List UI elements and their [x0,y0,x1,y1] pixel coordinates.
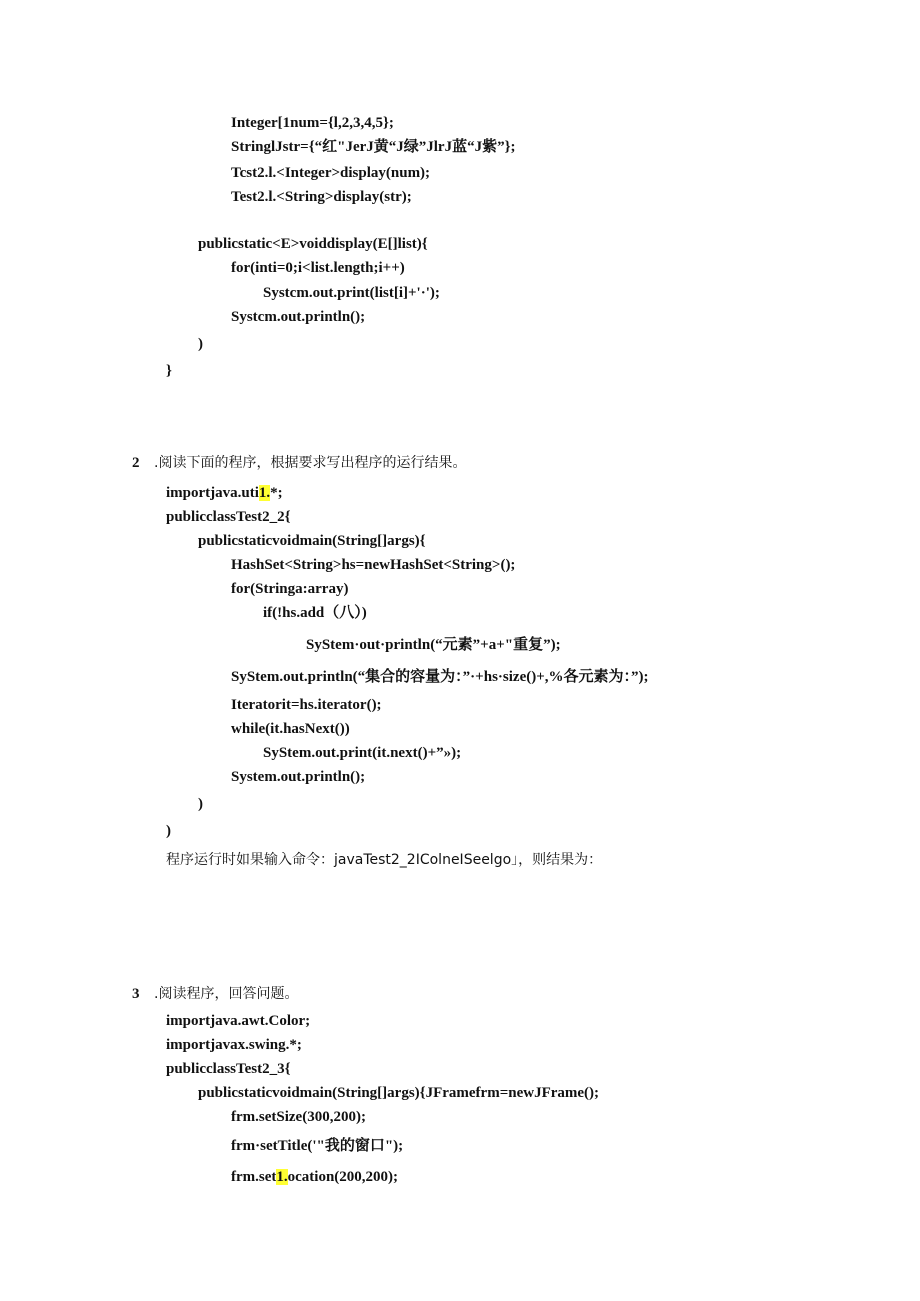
highlight-mark: 1. [276,1169,288,1185]
code-line: if(!hs.add（八）) [263,605,367,621]
code-line: Systcm.out.println(); [231,309,366,325]
code-line: publicstatic<E>voiddisplay(E[]list){ [198,236,428,252]
code-line: Systcm.out.print(list[i]+'·'); [263,285,440,301]
code-text: *; [270,485,283,501]
code-text: ocation(200,200); [287,1169,399,1185]
code-line: Integer[1num={l,2,3,4,5}; [231,115,394,131]
code-line [231,1168,398,1186]
question-prompt: 程序运行时如果输入命令：javaTest2_2IColneISeelgo」，则结果为： [166,852,603,868]
code-line: Test2.l.<String>display(str); [231,189,412,205]
code-line: Tcst2.l.<Integer>display(num); [231,165,431,181]
code-line: while(it.hasNext()) [231,721,350,737]
code-line: frm.setSize(300,200); [231,1109,366,1125]
highlight-mark: 1. [258,485,271,501]
code-line: StringlJstr={“红"JerJ黄“J绿”JlrJ蓝“J紫”}; [231,139,516,155]
code-line: for(inti=0;i<list.length;i++) [231,260,405,276]
code-line: ) [198,796,203,812]
code-text: frm.set [231,1169,277,1185]
question-number: 3 [132,986,140,1002]
code-line: } [166,363,172,379]
code-line: HashSet<String>hs=newHashSet<String>(); [231,557,516,573]
code-line: frm·setTitle('"我的窗口"); [231,1138,404,1154]
code-line: importjava.awt.Color; [166,1013,311,1029]
code-line: ) [198,336,203,352]
code-line: for(Stringa:array) [231,581,349,597]
code-line: Iteratorit=hs.iterator(); [231,697,382,713]
code-line: System.out.println(); [231,769,366,785]
question-heading: .阅读下面的程序，根据要求写出程序的运行结果。 [154,455,467,471]
code-line: publicstaticvoidmain(String[]args){JFramefrm=newJFrame(); [198,1085,600,1101]
question-heading: .阅读程序，回答问题。 [154,986,299,1002]
code-line: SyStem·out·println(“元素”+a+"重复”); [306,637,561,653]
code-line: importjavax.swing.*; [166,1037,302,1053]
code-text: importjava.uti [166,485,259,501]
code-line: ) [166,823,171,839]
code-line [166,484,283,502]
question-number: 2 [132,455,140,471]
code-line: publicstaticvoidmain(String[]args){ [198,533,426,549]
code-line: SyStem.out.println(“集合的容量为：”·+hs·size()+,%各元素为：”); [231,669,649,685]
code-line: publicclassTest2_3{ [166,1061,291,1077]
code-line: SyStem.out.print(it.next()+”»); [263,745,462,761]
code-line: publicclassTest2_2{ [166,509,291,525]
